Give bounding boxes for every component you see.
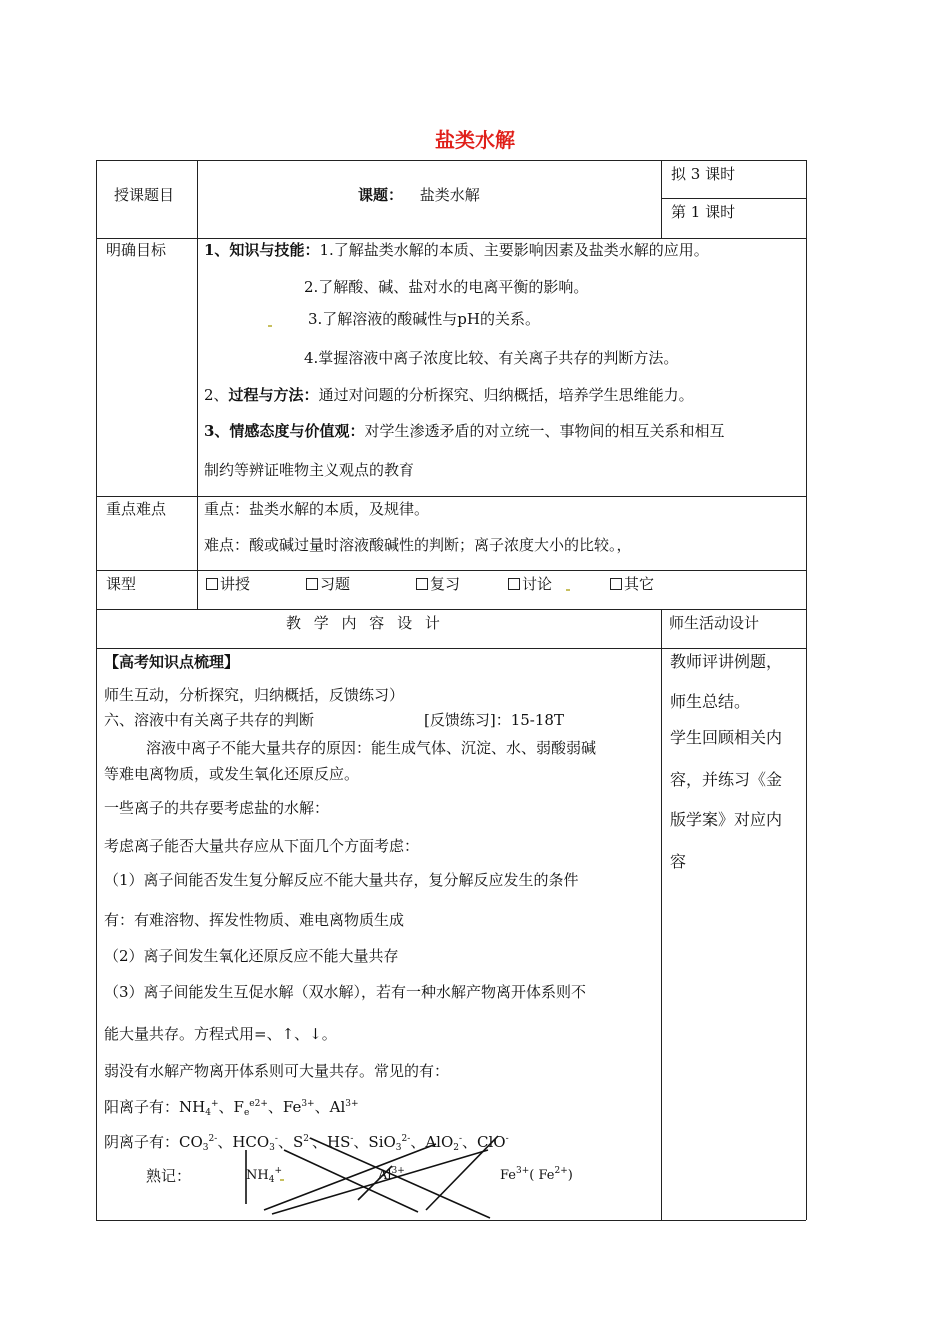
memorize-label: 熟记： — [146, 1167, 192, 1185]
type-option-discussion[interactable]: 讨论 — [508, 574, 552, 594]
content-line: 有：有难溶物、挥发性物质、难电离物质生成 — [104, 911, 405, 929]
focus-key: 重点：盐类水解的本质，及规律。 — [204, 500, 430, 518]
emotion-text-2: 制约等辨证唯物主义观点的教育 — [204, 461, 415, 479]
memo-ion-iron: $Fe^{3+}$( $Fe^{2+}$) — [500, 1166, 573, 1183]
knowledge-item-3: 3.了解溶液的酸碱性与pH的关系。 — [308, 310, 540, 328]
page-title: 盐类水解 — [435, 128, 515, 152]
process-prefix: 2、 — [204, 386, 229, 404]
checkbox[interactable] — [306, 578, 318, 590]
emotion-text-1: 对学生渗透矛盾的对立统一、事物间的相互关系和相互 — [364, 422, 725, 440]
process-label: 过程与方法： — [228, 386, 319, 404]
row-label-topic: 授课题目 — [114, 186, 175, 204]
activity-line: 容 — [670, 852, 687, 871]
content-line: 六、溶液中有关离子共存的判断 — [104, 711, 315, 729]
memo-ion-ammonium: $NH_4^+$ — [246, 1166, 282, 1185]
focus-difficulty: 难点：酸或碱过量时溶液酸碱性的判断；离子浓度大小的比较。， — [204, 536, 632, 554]
content-line: 考虑离子能否大量共存应从下面几个方面考虑： — [104, 837, 420, 855]
content-line: [反馈练习]：15-18T — [424, 711, 564, 729]
activity-line: 学生回顾相关内 — [670, 728, 783, 747]
activity-line: 师生总结。 — [670, 692, 751, 711]
content-line: （3）离子间能发生互促水解（双水解），若有一种水解产物离开体系则不 — [104, 983, 587, 1001]
type-option-exercise[interactable]: 习题 — [306, 574, 350, 594]
content-line: 一些离子的共存要考虑盐的水解： — [104, 799, 330, 817]
hours-total: 拟 3 课时 — [671, 165, 736, 183]
activity-line: 版学案》对应内 — [670, 810, 783, 829]
content-line: 弱没有水解产物离开体系则可大量共存。常见的有： — [104, 1062, 450, 1080]
row-label-type: 课型 — [106, 575, 137, 593]
content-line: （1）离子间能否发生复分解反应不能大量共存，复分解反应发生的条件 — [104, 871, 579, 889]
hours-current: 第 1 课时 — [671, 203, 736, 221]
checkbox[interactable] — [206, 578, 218, 590]
cation-line: 阳离子有：$NH_4^+$、$F_e^{e2+}$、$Fe^{3+}$、$Al^{3+}$ — [104, 1098, 359, 1118]
lesson-plan-table — [96, 160, 806, 1220]
content-line: （2）离子间发生氧化还原反应不能大量共存 — [104, 947, 399, 965]
content-line: 能大量共存。方程式用=、↑、↓。 — [104, 1025, 337, 1043]
content-line: 师生互动，分析探究，归纳概括，反馈练习） — [104, 686, 405, 704]
design-header: 教 学 内 容 设 计 — [286, 614, 444, 632]
process-text: 通过对问题的分析探究、归纳概括，培养学生思维能力。 — [318, 386, 694, 404]
checkbox[interactable] — [416, 578, 428, 590]
type-option-review[interactable]: 复习 — [416, 574, 460, 594]
section-heading: 【高考知识点梳理】 — [104, 653, 240, 671]
row-label-objectives: 明确目标 — [106, 241, 167, 259]
content-line: 等难电离物质，或发生氧化还原反应。 — [104, 765, 360, 783]
row-label-focus: 重点难点 — [106, 500, 167, 518]
activity-header: 师生活动设计 — [669, 614, 760, 632]
type-option-other[interactable]: 其它 — [610, 574, 654, 594]
memo-ion-aluminium: $Al^{3+}$ — [378, 1166, 405, 1183]
topic-heading — [358, 185, 480, 205]
knowledge-item-4: 4.掌握溶液中离子浓度比较、有关离子共存的判断方法。 — [304, 349, 679, 367]
knowledge-item-1: 1.了解盐类水解的本质、主要影响因素及盐类水解的应用。 — [319, 241, 709, 259]
topic-label: 课题： — [358, 186, 404, 204]
objective-process — [204, 385, 694, 405]
knowledge-label: 1、知识与技能： — [204, 241, 320, 259]
activity-line: 教师评讲例题， — [670, 652, 783, 671]
objective-emotion — [204, 421, 724, 441]
topic-value: 盐类水解 — [419, 186, 480, 204]
objective-knowledge — [204, 240, 709, 260]
anion-line: 阴离子有：$CO_3^{2-}$、$HCO_3^-$、$S^{2-}$、HS-、SiO$_3^{2-}$、AlO$_2$-、ClO- — [104, 1133, 509, 1153]
knowledge-item-2: 2.了解酸、碱、盐对水的电离平衡的影响。 — [304, 278, 589, 296]
content-line: 溶液中离子不能大量共存的原因：能生成气体、沉淀、水、弱酸弱碱 — [146, 739, 597, 757]
checkbox[interactable] — [610, 578, 622, 590]
emotion-label: 3、情感态度与价值观： — [204, 422, 365, 440]
type-option-lecture[interactable]: 讲授 — [206, 574, 250, 594]
activity-line: 容，并练习《金 — [670, 770, 783, 789]
checkbox[interactable] — [508, 578, 520, 590]
